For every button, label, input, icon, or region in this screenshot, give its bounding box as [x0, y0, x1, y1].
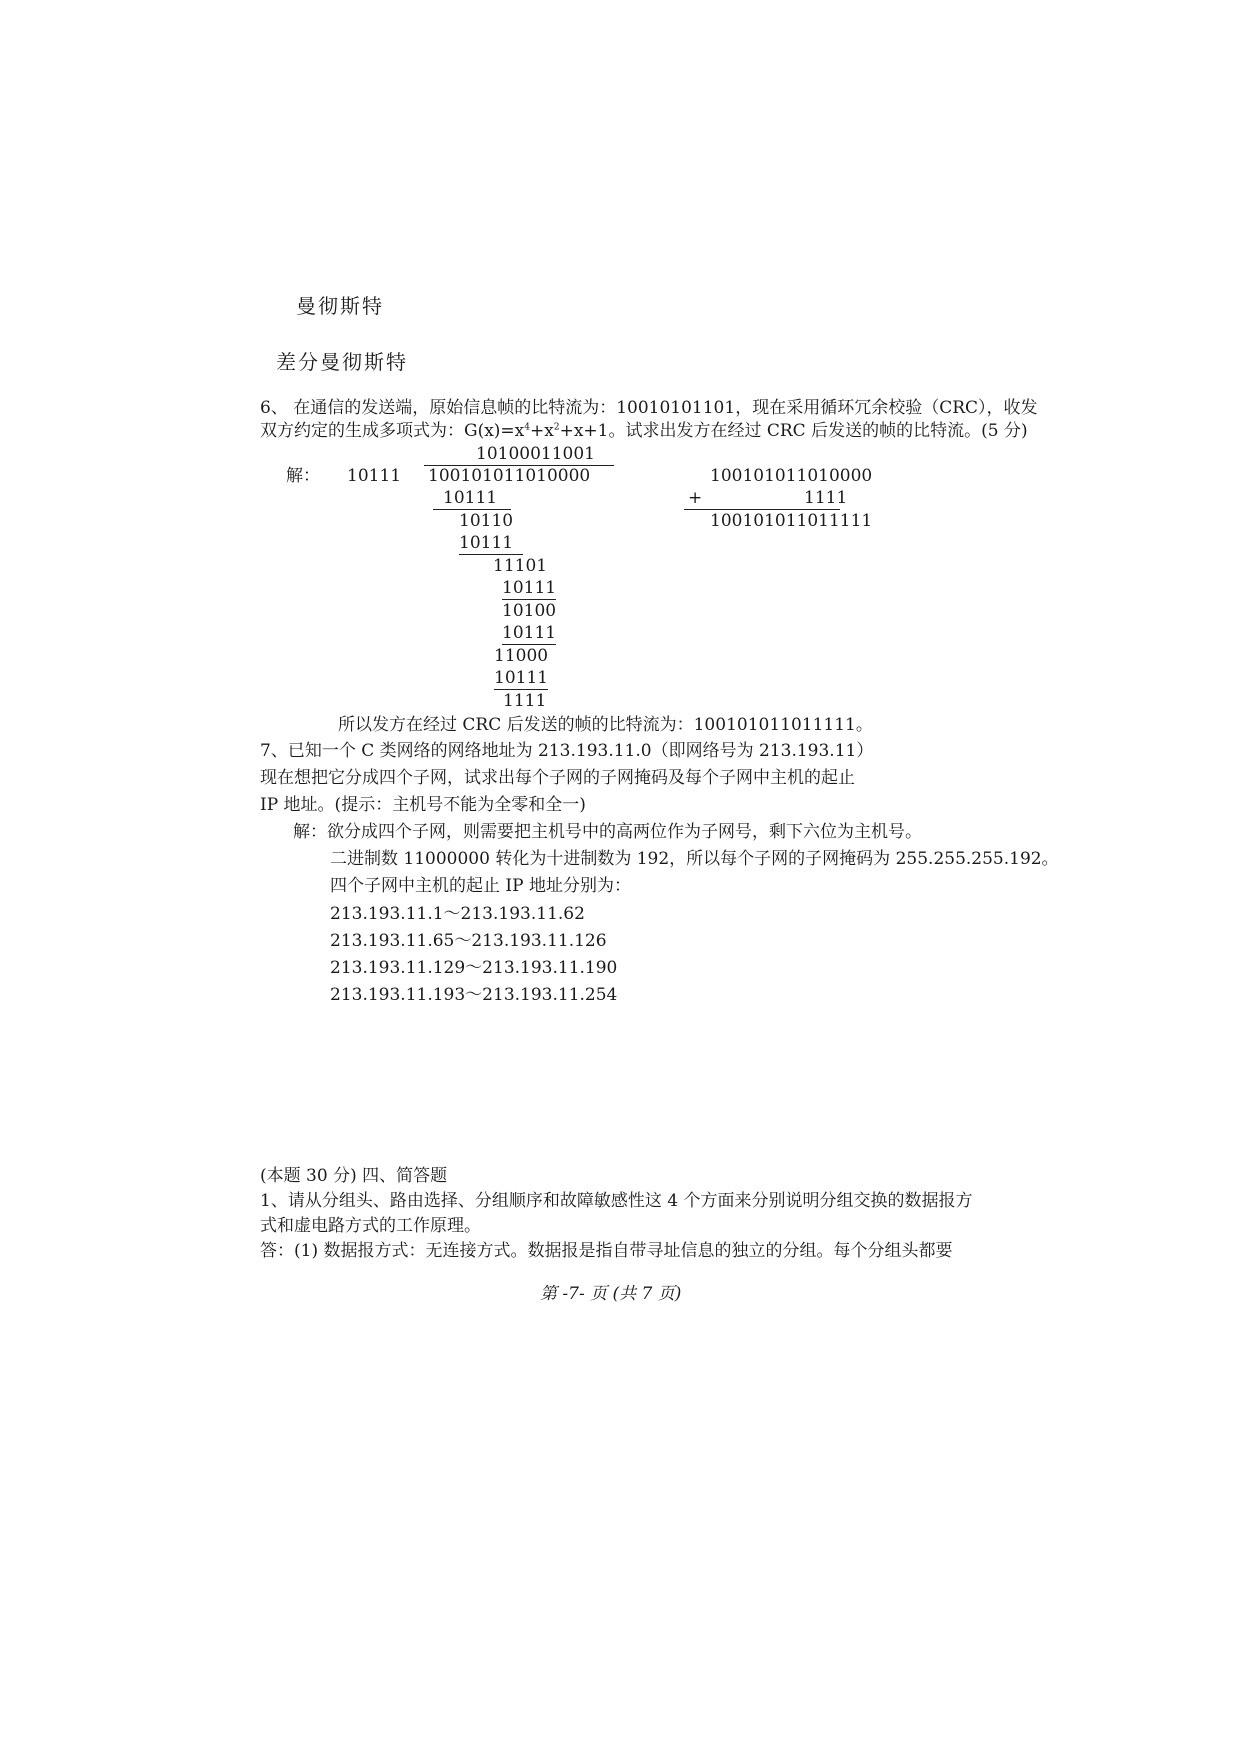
q7-line2: 现在想把它分成四个子网，试求出每个子网的子网掩码及每个子网中主机的起止 — [260, 768, 855, 788]
solution-label: 解： — [286, 466, 320, 486]
q7-solution-line1: 解：欲分成四个子网，则需要把主机号中的高两位作为子网号，剩下六位为主机号。 — [293, 822, 922, 842]
section4-header: (本题 30 分) 四、简答题 — [260, 1166, 448, 1186]
ip-range: 213.193.11.1～213.193.11.62 — [330, 904, 585, 924]
q6-conclusion: 所以发方在经过 CRC 后发送的帧的比特流为：100101011011111。 — [338, 715, 873, 735]
q7-line1: 7、已知一个 C 类网络的网络地址为 213.193.11.0（即网络号为 213.193.11） — [260, 741, 874, 761]
exponent-4: 4 — [524, 422, 530, 433]
section4-q1-line2: 式和虚电路方式的工作原理。 — [260, 1216, 481, 1236]
crc-quotient: 10100011001 — [476, 444, 595, 464]
q7-line3: IP 地址。(提示：主机号不能为全零和全一) — [260, 795, 586, 815]
heading-manchester: 曼彻斯特 — [296, 294, 384, 318]
ip-range: 213.193.11.193～213.193.11.254 — [330, 985, 618, 1005]
crc-divisor: 10111 — [347, 466, 402, 486]
ip-range: 213.193.11.65～213.193.11.126 — [330, 931, 607, 951]
division-step: 10110 — [459, 511, 514, 531]
division-step: 10100 — [502, 601, 557, 621]
addition-top: 100101011010000 — [710, 466, 873, 486]
division-step: 10111 — [502, 623, 557, 643]
division-step: 11101 — [493, 556, 548, 576]
q7-solution-line3: 四个子网中主机的起止 IP 地址分别为： — [330, 876, 631, 896]
section4-q1-line1: 1、请从分组头、路由选择、分组顺序和故障敏感性这 4 个方面来分别说明分组交换的数据报方 — [260, 1191, 973, 1211]
addition-remainder: 1111 — [804, 488, 848, 508]
addition-bar — [684, 509, 840, 510]
ip-range: 213.193.11.129～213.193.11.190 — [330, 958, 618, 978]
q6-line1: 6、 在通信的发送端，原始信息帧的比特流为：10010101101，现在采用循环冗余校验（CRC），收发 — [260, 398, 1038, 418]
division-step: 10111 — [433, 488, 511, 510]
q7-solution-line2: 二进制数 11000000 转化为十进制数为 192，所以每个子网的子网掩码为 255.255.255.192。 — [330, 849, 1059, 869]
exponent-2: 2 — [553, 422, 560, 433]
page-footer: 第 -7- 页 (共 7 页) — [540, 1284, 682, 1304]
addition-plus: + — [688, 488, 703, 508]
division-step: 10111 — [494, 668, 549, 688]
addition-result: 100101011011111 — [710, 511, 873, 531]
crc-remainder: 1111 — [503, 691, 547, 711]
heading-differential-manchester: 差分曼彻斯特 — [276, 350, 408, 374]
division-step: 11000 — [494, 646, 549, 666]
crc-dividend: 100101011010000 — [428, 466, 591, 486]
q6-line2: 双方约定的生成多项式为：$G(x)=x^4+x^2+x+1$。试求出发方在经过 CRC 后发送的帧的比特流。(5 分) — [260, 421, 1028, 441]
section4-answer-line1: 答：(1) 数据报方式：无连接方式。数据报是指自带寻址信息的独立的分组。每个分组头都要 — [260, 1241, 953, 1261]
division-step: 10111 — [459, 533, 523, 555]
division-step: 10111 — [502, 578, 557, 598]
